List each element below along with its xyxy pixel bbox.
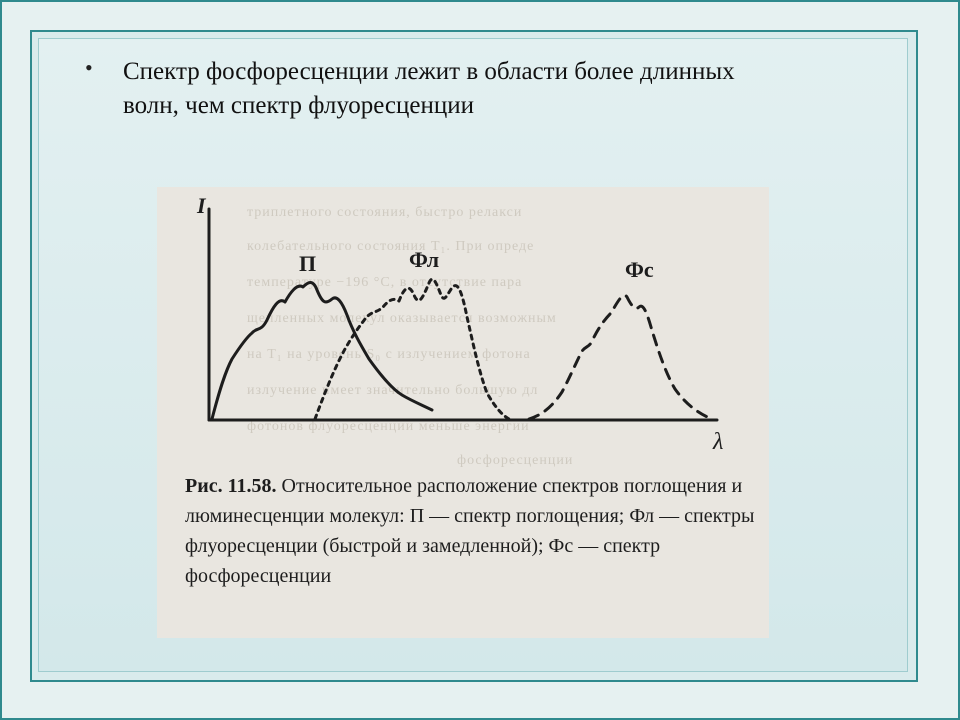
y-axis-label: I — [197, 193, 206, 218]
background-text-line: колебательного состояния T₁. При опреде — [247, 239, 535, 254]
background-text-line: температуре −196 °С, в отсутствие пара — [247, 275, 523, 290]
phosphorescence-label: Фс — [625, 257, 654, 282]
figure-scan — [157, 187, 769, 638]
background-text-line: фосфоресценции — [457, 453, 574, 468]
x-axis-label: λ — [713, 429, 724, 455]
caption-body: Относительное расположение спектров поглощения и люминесценции молекул: П — спектр поглощения; Фл — спектры флуоресценции (быстрой и замедленной); Фс — спектр фосфоресценции — [185, 475, 755, 587]
background-text-line: излучение имеет значительно большую дл — [247, 383, 539, 398]
fluorescence-curve — [315, 279, 509, 419]
bullet-text: Спектр фосфоресценции лежит в области более длинных волн, чем спектр флуоресценции — [123, 58, 735, 119]
caption-lead: Рис. 11.58. — [185, 475, 277, 497]
phosphorescence-curve — [529, 295, 712, 419]
absorption-label: П — [299, 251, 317, 276]
bullet-icon: • — [85, 55, 93, 80]
background-text-line: триплетного состояния, быстро релакси — [247, 205, 523, 220]
figure-caption — [185, 471, 761, 591]
background-text-line: на T₁ на уровень S₀ с излучением фотона — [247, 347, 531, 362]
spectra-diagram — [157, 187, 769, 477]
fluorescence-label: Фл — [409, 247, 440, 272]
background-text-line: фотонов флуоресценции меньше энергии — [247, 419, 530, 434]
background-text-line: щепленных молекул оказывается возможным — [247, 311, 557, 326]
